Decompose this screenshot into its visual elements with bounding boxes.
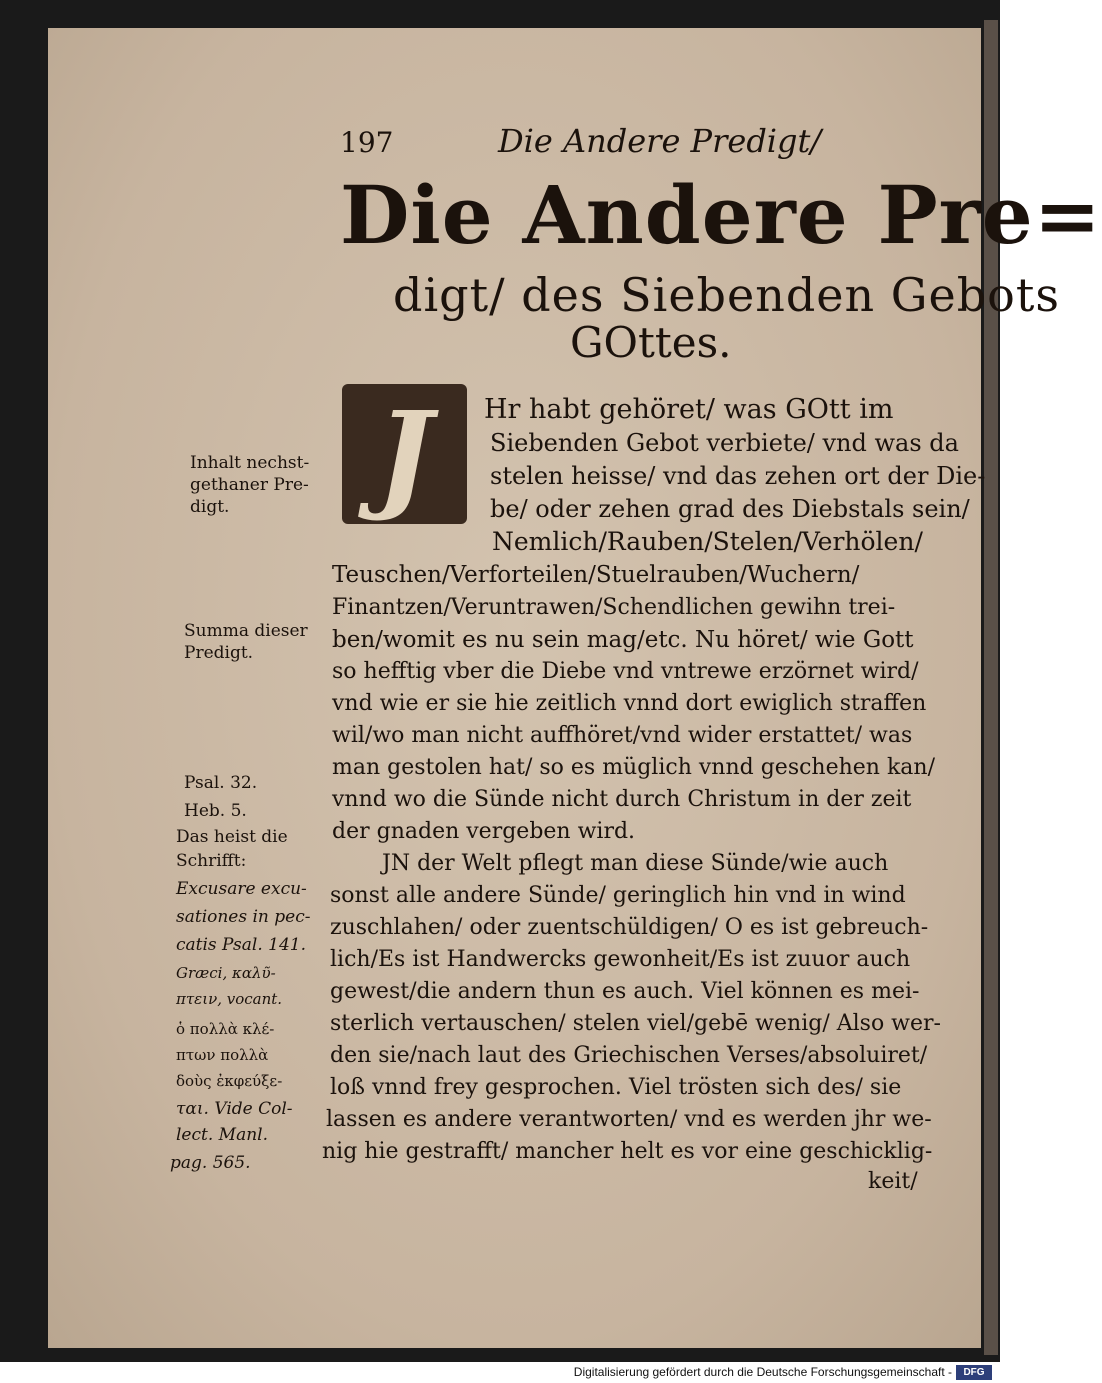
body-line: zuschlahen/ oder zuentschüldigen/ O es ist gebreuch- (330, 915, 929, 940)
margin-note: δοὺς ἐκφεύξε- (176, 1072, 283, 1090)
body-line: Teuschen/Verforteilen/Stuelrauben/Wuchern/ (332, 562, 860, 588)
chapter-title-line-3: GOttes. (570, 318, 732, 367)
dfg-credit-text: Digitalisierung gefördert durch die Deutsche Forschungsgemeinschaft - (573, 1365, 952, 1379)
margin-note: digt. (190, 497, 230, 517)
body-line: loß vnnd frey gesprochen. Viel trösten sich des/ sie (330, 1075, 902, 1100)
running-title: Die Andere Predigt/ (498, 122, 822, 160)
drop-cap-initial (342, 384, 467, 524)
body-line: stelen heisse/ vnd das zehen ort der Die- (490, 462, 986, 490)
page-number: 197 (340, 126, 394, 159)
margin-note: πτειν, vocant. (176, 990, 283, 1008)
margin-note: lect. Manl. (176, 1125, 268, 1145)
margin-note: Predigt. (184, 643, 254, 663)
body-line: be/ oder zehen grad des Diebstals sein/ (490, 495, 970, 523)
body-line: nig hie gestrafft/ mancher helt es vor eine geschicklig- (322, 1139, 933, 1164)
body-line: ben/womit es nu sein mag/etc. Nu höret/ wie Gott (332, 627, 914, 653)
margin-note: pag. 565. (170, 1153, 251, 1173)
body-line: lich/Es ist Handwercks gewonheit/Es ist zuuor auch (330, 947, 911, 972)
drop-cap-letter: J (376, 384, 433, 524)
margin-note: πτων πολλὰ (176, 1046, 269, 1064)
body-line: JN der Welt pflegt man diese Sünde/wie auch (382, 851, 889, 876)
margin-note: Psal. 32. (184, 773, 258, 793)
margin-note: Summa dieser (184, 621, 308, 641)
body-line: Finantzen/Veruntrawen/Schendlichen gewihn trei- (332, 595, 896, 620)
body-line: der gnaden vergeben wird. (332, 819, 636, 844)
margin-note: gethaner Pre- (190, 475, 309, 495)
body-line: sonst alle andere Sünde/ geringlich hin vnd in wind (330, 883, 906, 908)
body-line: man gestolen hat/ so es müglich vnnd geschehen kan/ (332, 755, 935, 780)
margin-note: Græci, καλῦ- (176, 964, 276, 982)
body-line: Hr habt gehöret/ was GOtt im (484, 394, 894, 425)
body-line: Siebenden Gebot verbiete/ vnd was da (490, 429, 959, 457)
margin-note: sationes in pec- (176, 907, 311, 927)
body-line: den sie/nach laut des Griechischen Verses/absoluiret/ (330, 1043, 928, 1068)
margin-note: Inhalt nechst- (190, 453, 310, 473)
dfg-logo: DFG (956, 1365, 992, 1380)
body-line: Nemlich/Rauben/Stelen/Verhölen/ (492, 527, 923, 556)
body-line: gewest/die andern thun es auch. Viel können es mei- (330, 979, 920, 1004)
body-line: vnd wie er sie hie zeitlich vnnd dort ewiglich straffen (332, 691, 927, 716)
margin-note: Heb. 5. (184, 801, 247, 821)
running-head (340, 122, 820, 162)
footer-bar (0, 1362, 1000, 1383)
margin-note: catis Psal. 141. (176, 935, 306, 955)
margin-note: Schrifft: (176, 851, 247, 871)
margin-note: ὁ πολλὰ κλέ- (176, 1020, 275, 1038)
margin-note: ται. Vide Col- (176, 1099, 293, 1119)
chapter-title-line-2: digt/ des Siebenden Gebots (393, 268, 1060, 322)
body-line: vnnd wo die Sünde nicht durch Christum in der zeit (332, 787, 912, 812)
body-line: wil/wo man nicht auffhöret/vnd wider erstattet/ was (332, 723, 913, 748)
body-line: so hefftig vber die Diebe vnd vntrewe erzörnet wird/ (332, 659, 919, 684)
chapter-title-line-1: Die Andere Pre= (340, 168, 1102, 262)
margin-note: Das heist die (176, 827, 288, 847)
body-line: sterlich vertauschen/ stelen viel/gebē wenig/ Also wer- (330, 1011, 941, 1036)
margin-note: Excusare excu- (176, 879, 307, 899)
body-line: lassen es andere verantworten/ vnd es werden jhr we- (326, 1107, 932, 1132)
body-line: keit/ (868, 1169, 918, 1194)
